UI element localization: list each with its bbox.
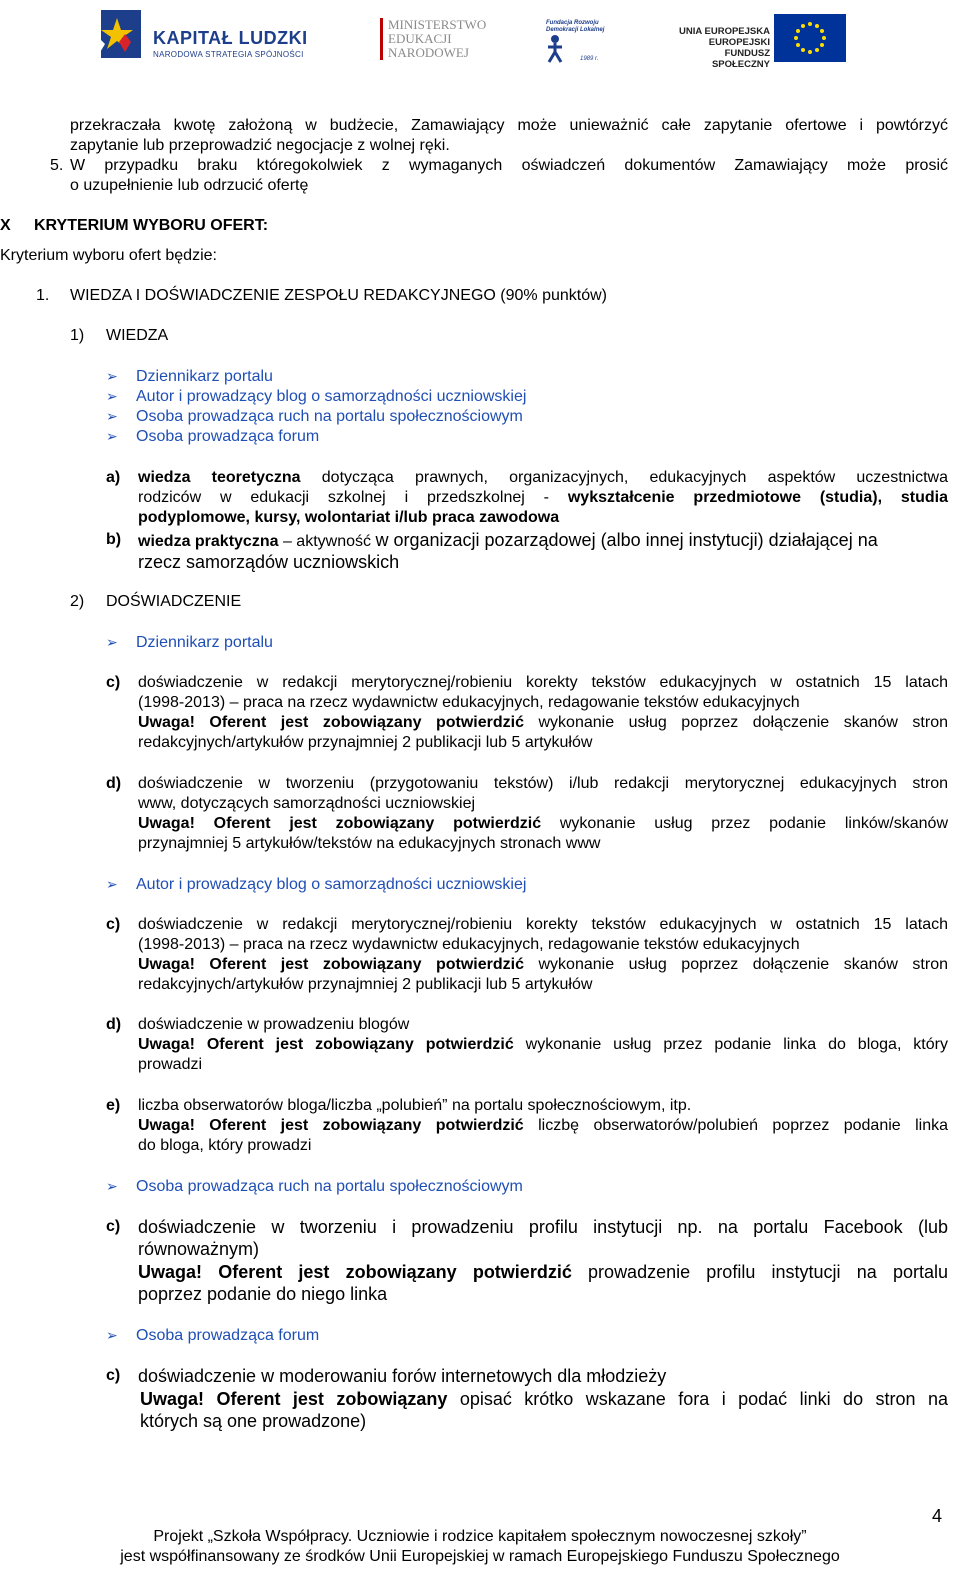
uwaga-note: Uwaga! Oferent jest zobowiązany potwierdzić <box>138 1117 524 1134</box>
item-c4-line-2-rest: opisać krótko wskazane fora i podać linki do stron na <box>459 1389 948 1409</box>
item-e2-line-2-rest: liczbę obserwatorów/polubień poprzez podanie linka <box>538 1117 948 1134</box>
kapital-ludzki-title: KAPITAŁ LUDZKI <box>153 28 308 48</box>
item-a-line-2-bold: wykształcenie przedmiotowe (studia), studia <box>567 489 949 506</box>
item-c1-line-3-rest: wykonanie usług poprzez dołączenie skanów stron <box>538 714 948 731</box>
item-c3-label: c) <box>106 1218 121 1235</box>
item-d2-line-2-rest: wykonanie usług przez podanie linka do bloga, który <box>525 1036 948 1053</box>
item-c4-label: c) <box>106 1367 121 1384</box>
item-c3-line-3 <box>138 1262 948 1282</box>
item-b-line-1 <box>138 530 878 552</box>
role-label: Osoba prowadząca forum <box>136 1327 320 1344</box>
footer-line-2: jest współfinansowany ze środków Unii Europejskiej w ramach Europejskiego Funduszu Społecznego <box>120 1548 840 1565</box>
role-label: Dziennikarz portalu <box>136 368 273 385</box>
role-list-item <box>106 366 273 387</box>
role-list-item <box>106 386 526 407</box>
men-line-2: EDUKACJI <box>388 31 452 46</box>
item-e2-line-3: do bloga, który prowadzi <box>138 1137 312 1154</box>
role-label: Autor i prowadzący blog o samorządności uczniowskiej <box>136 876 527 893</box>
wiedza-title: WIEDZA <box>106 327 169 344</box>
footer-line-1: Projekt „Szkoła Współpracy. Uczniowie i rodzice kapitałem społecznym nowoczesnej szkoły” <box>153 1528 807 1545</box>
item-c1-line-1: doświadczenie w redakcji merytorycznej/robieniu korekty tekstów edukacyjnych w ostatnich 15 latach <box>138 674 948 691</box>
item-c4-line-3: których są one prowadzone) <box>140 1411 367 1431</box>
item-a-line-2-normal: rodziców w edukacji szkolnej i przedszkolnej - <box>138 489 549 506</box>
arrow-bullet-icon: ➢ <box>106 634 118 650</box>
role-list-item <box>106 406 523 427</box>
item-b-dash: – aktywność <box>282 533 371 550</box>
uwaga-note: Uwaga! Oferent jest zobowiązany potwierdzić <box>138 815 542 832</box>
item-c3-line-3-rest: prowadzenie profilu instytucji na portalu <box>588 1262 948 1282</box>
item-a-bold: wiedza teoretyczna <box>138 469 301 486</box>
doswiadczenie-number: 2) <box>70 593 85 610</box>
role-list-item <box>106 426 319 447</box>
uwaga-note: Uwaga! Oferent jest zobowiązany potwierdzić <box>138 1262 572 1282</box>
doswiadczenie-title: DOŚWIADCZENIE <box>106 593 242 610</box>
item-e2-line-2 <box>138 1116 948 1136</box>
fund-line-2: Demokracji Lokalnej <box>546 27 605 33</box>
arrow-bullet-icon: ➢ <box>106 368 118 384</box>
item-c1-line-3 <box>138 713 948 733</box>
arrow-bullet-icon: ➢ <box>106 428 118 444</box>
unia-europejska-logo <box>670 0 850 70</box>
section-title: KRYTERIUM WYBORU OFERT: <box>34 217 269 234</box>
item-d1-line-2: www, dotyczących samorządności uczniowskiej <box>138 795 476 812</box>
ue-logo-text <box>670 26 770 70</box>
criterion-1-number: 1. <box>36 287 50 304</box>
men-line-3: NARODOWEJ <box>388 45 469 60</box>
walking-figure-icon <box>540 34 570 64</box>
item-d1-line-3-rest: wykonanie usług przez podanie linków/skanów <box>559 815 948 832</box>
item-a-rest: dotycząca prawnych, organizacyjnych, edukacyjnych aspektów uczestnictwa <box>321 469 949 486</box>
role-heading-forum <box>106 1325 319 1346</box>
arrow-bullet-icon: ➢ <box>106 1178 118 1194</box>
item-c3-line-2: równoważnym) <box>138 1239 260 1259</box>
fund-line-1: Fundacja Rozwoju <box>546 20 599 26</box>
item-c2-line-2: (1998-2013) – praca na rzecz wydawnictw edukacyjnych, redagowanie tekstów edukacyjnych <box>138 936 800 953</box>
uwaga-note: Uwaga! Oferent jest zobowiązany potwierdzić <box>138 956 524 973</box>
men-logo-bar <box>380 18 383 60</box>
role-label: Osoba prowadząca ruch na portalu społecznościowym <box>136 408 523 425</box>
role-label: Autor i prowadzący blog o samorządności uczniowskiej <box>136 388 527 405</box>
role-heading-ruch-spolecznosciowy <box>106 1176 523 1197</box>
role-heading-dziennikarz <box>106 632 273 653</box>
item-c1-line-2: (1998-2013) – praca na rzecz wydawnictw edukacyjnych, redagowanie tekstów edukacyjnych <box>138 694 800 711</box>
item-d1-line-4: przynajmniej 5 artykułów/tekstów na edukacyjnych stronach www <box>138 835 601 852</box>
item-c3-line-1: doświadczenie w tworzeniu i prowadzeniu profilu instytucji np. na portalu Facebook (lub <box>138 1217 948 1237</box>
item-e2-line-1: liczba obserwatorów bloga/liczba „polubień” na portalu społecznościowym, itp. <box>138 1097 692 1114</box>
kapital-ludzki-subtitle: NARODOWA STRATEGIA SPÓJNOŚCI <box>153 50 304 59</box>
item-d2-label: d) <box>106 1016 122 1033</box>
arrow-bullet-icon: ➢ <box>106 876 118 892</box>
kapital-ludzki-logo <box>95 0 320 70</box>
page-number: 4 <box>932 1506 943 1526</box>
arrow-bullet-icon: ➢ <box>106 1327 118 1343</box>
ue-line-3: FUNDUSZ SPOŁECZNY <box>711 48 770 70</box>
men-line-1: MINISTERSTWO <box>388 17 487 32</box>
item-d1-label: d) <box>106 775 122 792</box>
item-c1-label: c) <box>106 674 121 691</box>
men-logo <box>380 0 490 70</box>
item-b-line-2: rzecz samorządów uczniowskich <box>138 552 400 572</box>
item-c2-line-1: doświadczenie w redakcji merytorycznej/robieniu korekty tekstów edukacyjnych w ostatnich 15 latach <box>138 916 948 933</box>
item-c2-line-3 <box>138 955 948 975</box>
ue-line-2: EUROPEJSKI <box>708 37 770 48</box>
ue-line-1: UNIA EUROPEJSKA <box>679 26 770 37</box>
men-logo-text <box>388 18 486 60</box>
item-a-line-2 <box>138 488 948 508</box>
item-d2-line-2 <box>138 1035 948 1055</box>
role-label: Osoba prowadząca ruch na portalu społecznościowym <box>136 1178 523 1195</box>
section-lead: Kryterium wyboru ofert będzie: <box>0 247 217 264</box>
arrow-bullet-icon: ➢ <box>106 388 118 404</box>
fund-year: 1989 r. <box>580 56 599 62</box>
item-c2-line-3-rest: wykonanie usług poprzez dołączenie skanów stron <box>538 956 948 973</box>
item-c2-label: c) <box>106 916 121 933</box>
item-c4-line-2 <box>140 1389 948 1409</box>
item-b-bold: wiedza praktyczna <box>138 533 279 550</box>
item-d1-line-1: doświadczenie w tworzeniu (przygotowaniu tekstów) i/lub redakcji merytorycznej edukacyjnych stron <box>138 775 948 792</box>
arrow-bullet-icon: ➢ <box>106 408 118 424</box>
item-a-line-3: podyplomowe, kursy, wolontariat i/lub praca zawodowa <box>138 509 560 526</box>
eu-flag-icon <box>774 14 846 62</box>
uwaga-note: Uwaga! Oferent jest zobowiązany <box>140 1389 448 1409</box>
intro-line-2: zapytanie lub przeprowadzić negocjacje z wolnej ręki. <box>70 137 450 154</box>
item-a-label: a) <box>106 469 121 486</box>
intro-line-1: przekraczała kwotę założoną w budżecie, Zamawiający może unieważnić całe zapytanie ofertowe i powtórzyć <box>70 117 948 134</box>
section-number: X <box>0 217 11 234</box>
criterion-1-title: WIEDZA I DOŚWIADCZENIE ZESPOŁU REDAKCYJNEGO (90% punktów) <box>70 287 607 304</box>
item-c4-line-1: doświadczenie w moderowaniu forów internetowych dla młodzieży <box>138 1366 667 1386</box>
point-5-line-2: o uzupełnienie lub odrzucić ofertę <box>70 177 309 194</box>
item-e2-label: e) <box>106 1097 121 1114</box>
item-d1-line-3 <box>138 814 948 834</box>
item-a-line-1 <box>138 468 948 488</box>
item-c1-line-4: redakcyjnych/artykułów przynajmniej 2 publikacji lub 5 artykułów <box>138 734 593 751</box>
item-d2-line-1: doświadczenie w prowadzeniu blogów <box>138 1016 410 1033</box>
fundacja-logo <box>540 0 610 70</box>
item-d2-line-3: prowadzi <box>138 1056 203 1073</box>
kapital-ludzki-star-icon <box>95 8 145 64</box>
item-c2-line-4: redakcyjnych/artykułów przynajmniej 2 publikacji lub 5 artykułów <box>138 976 593 993</box>
role-label: Osoba prowadząca forum <box>136 428 320 445</box>
item-b-label: b) <box>106 531 122 548</box>
uwaga-note: Uwaga! Oferent jest zobowiązany potwierdzić <box>138 714 524 731</box>
uwaga-note: Uwaga! Oferent jest zobowiązany potwierdzić <box>138 1036 514 1053</box>
point-5-number: 5. <box>50 157 64 174</box>
role-heading-autor-blog <box>106 874 526 895</box>
wiedza-number: 1) <box>70 327 85 344</box>
role-label: Dziennikarz portalu <box>136 634 273 651</box>
point-5-line-1: W przypadku braku któregokolwiek z wymaganych oświadczeń dokumentów Zamawiający może prosić <box>70 157 948 174</box>
item-c3-line-4: poprzez podanie do niego linka <box>138 1284 388 1304</box>
item-b-rest: w organizacji pozarządowej (albo innej instytucji) działającej na <box>375 530 878 550</box>
